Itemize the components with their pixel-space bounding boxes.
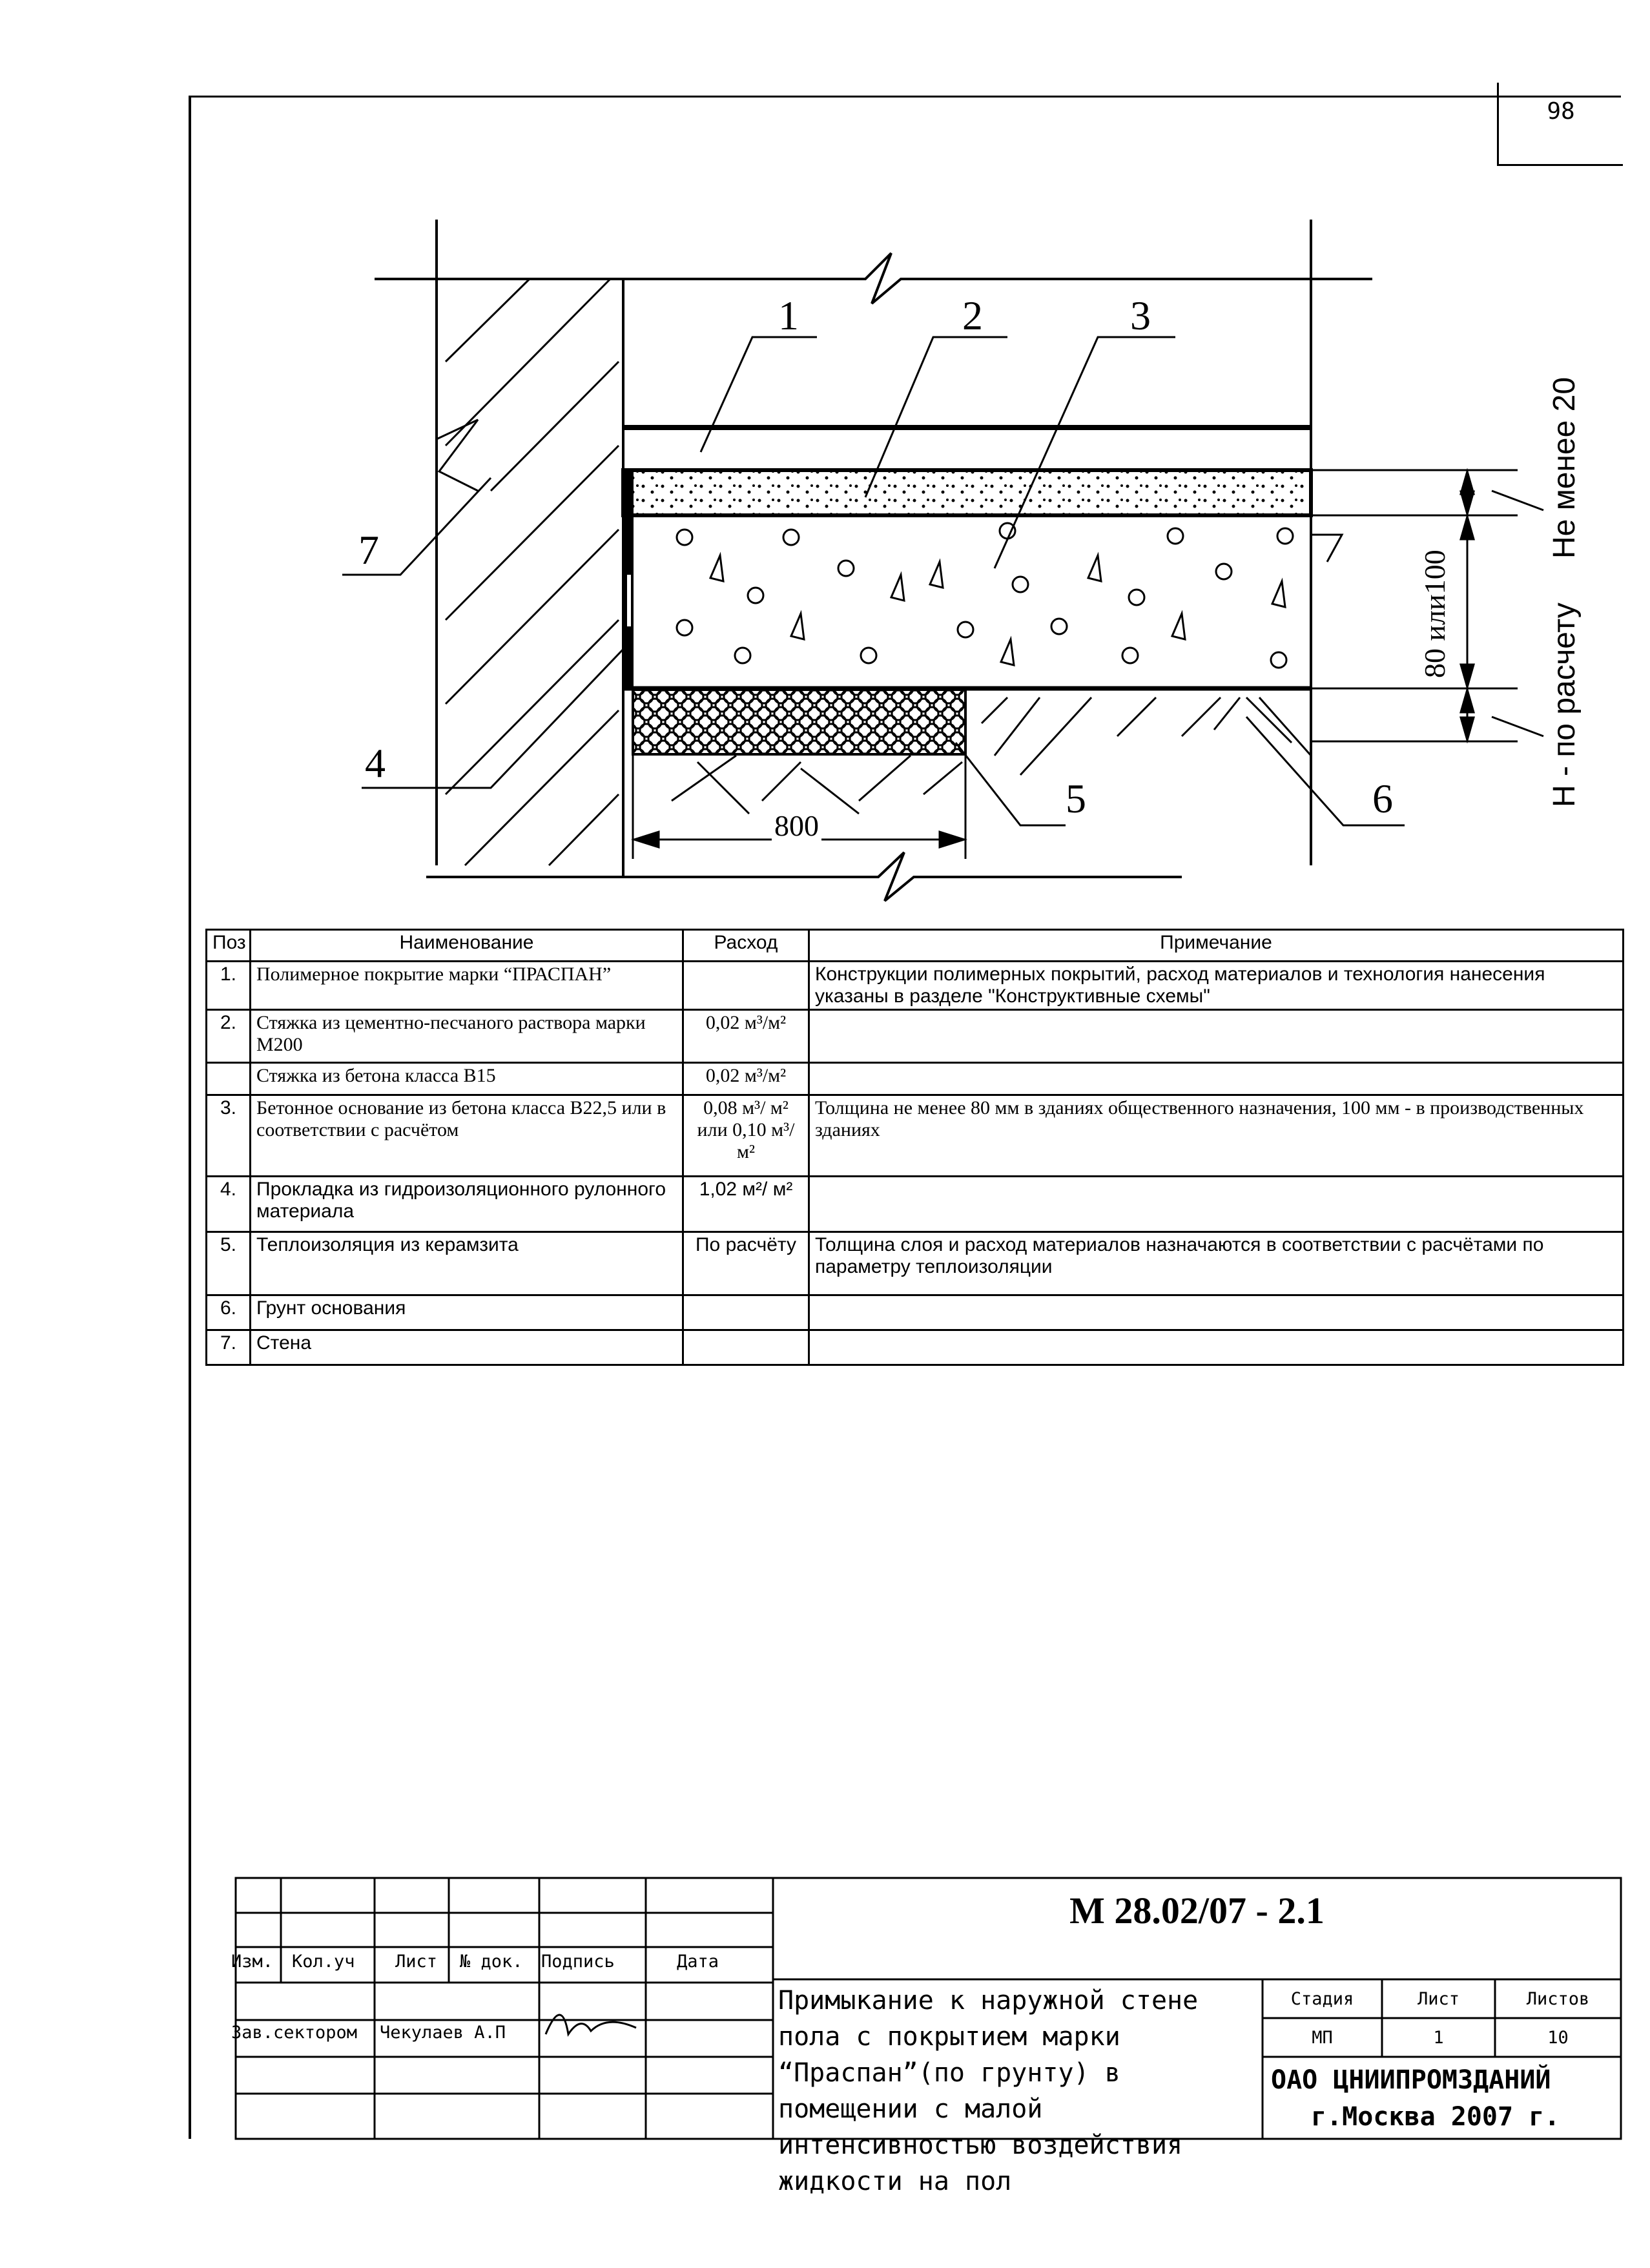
row-note: [809, 1330, 1624, 1365]
row-pos: 1.: [207, 962, 251, 1010]
table-row: [207, 1063, 1624, 1095]
row-name: Прокладка из гидроизоляционного рулонного материала: [251, 1177, 683, 1232]
row-rate: [683, 1295, 809, 1330]
table-row: [207, 1330, 1624, 1365]
specification-table: [205, 929, 1624, 1366]
floor-section-drawing: [0, 0, 1650, 930]
stage-label: Стадия: [1290, 1989, 1354, 2009]
row-pos: 4.: [207, 1177, 251, 1232]
dimension-800: 800: [772, 809, 821, 843]
row-name: Бетонное основание из бетона класса В22,5 или в соответствии с расчётом: [251, 1095, 683, 1177]
row-name: Стяжка из бетона класса В15: [251, 1063, 683, 1095]
row-pos: 3.: [207, 1095, 251, 1177]
col-pos: Поз: [207, 930, 251, 962]
dimension-80-or-100: 80 или100: [1418, 550, 1451, 678]
person-name: Чекулаев А.П: [380, 2023, 506, 2043]
table-row: [207, 962, 1624, 1010]
row-note: [809, 1295, 1624, 1330]
row-rate: 0,02 м³/м²: [683, 1010, 809, 1063]
callout-3: 3: [1130, 293, 1151, 338]
row-note: Толщина слоя и расход материалов назначаются в соответствии с расчётами по параметру теплоизоляции: [809, 1232, 1624, 1295]
table-row: [207, 1232, 1624, 1295]
row-note: [809, 1177, 1624, 1232]
table-header-row: [207, 930, 1624, 962]
dimension-h-by-calc: Н - по расчету: [1547, 603, 1582, 807]
col-note: Примечание: [809, 930, 1624, 962]
hdr-kolvo: Кол.уч: [292, 1952, 355, 1972]
row-name: Полимерное покрытие марки “ПРАСПАН”: [251, 962, 683, 1010]
table-row: [207, 1177, 1624, 1232]
row-name: Теплоизоляция из керамзита: [251, 1232, 683, 1295]
row-rate: 0,08 м³/ м² или 0,10 м³/ м²: [683, 1095, 809, 1177]
city-year: г.Москва 2007 г.: [1311, 2102, 1560, 2132]
callout-2: 2: [962, 293, 983, 338]
row-name: Грунт основания: [251, 1295, 683, 1330]
table-row: [207, 1010, 1624, 1063]
sheets-label: Листов: [1526, 1989, 1590, 2009]
row-note: [809, 1063, 1624, 1095]
hdr-ndok: № док.: [460, 1952, 523, 1972]
hdr-izm: Изм.: [231, 1952, 274, 1972]
role-label: Зав.сектором: [231, 2023, 358, 2043]
row-note: [809, 1010, 1624, 1063]
row-name: Стяжка из цементно-песчаного раствора марки М200: [251, 1010, 683, 1063]
row-name: Стена: [251, 1330, 683, 1365]
stage-value: МП: [1312, 2028, 1333, 2048]
sheet-label: Лист: [1417, 1989, 1460, 2009]
row-note: Толщина не менее 80 мм в зданиях общественного назначения, 100 мм - в производственных зданиях: [809, 1095, 1624, 1177]
row-pos: 6.: [207, 1295, 251, 1330]
callout-1: 1: [778, 293, 799, 338]
row-pos: 5.: [207, 1232, 251, 1295]
sheet-value: 1: [1433, 2028, 1444, 2048]
row-rate: По расчёту: [683, 1232, 809, 1295]
page-number: 98: [1547, 98, 1575, 125]
hdr-podpis: Подпись: [541, 1952, 615, 1972]
col-name: Наименование: [251, 930, 683, 962]
callout-4: 4: [365, 740, 386, 786]
row-pos: 7.: [207, 1330, 251, 1365]
row-pos: [207, 1063, 251, 1095]
row-rate: 1,02 м²/ м²: [683, 1177, 809, 1232]
row-pos: 2.: [207, 1010, 251, 1063]
callout-7: 7: [358, 527, 379, 573]
callout-5: 5: [1066, 776, 1086, 821]
col-rate: Расход: [683, 930, 809, 962]
document-code: М 28.02/07 - 2.1: [1069, 1890, 1325, 1932]
organization: ОАО ЦНИИПРОМЗДАНИЙ: [1271, 2065, 1551, 2095]
sheets-value: 10: [1547, 2028, 1569, 2048]
hdr-data: Дата: [677, 1952, 719, 1972]
row-note: Конструкции полимерных покрытий, расход материалов и технология нанесения указаны в разделе "Конструктивные схемы": [809, 962, 1624, 1010]
row-rate: [683, 962, 809, 1010]
row-rate: [683, 1330, 809, 1365]
table-row: [207, 1095, 1624, 1177]
drawing-title: Примыкание к наружной стене пола с покрытием марки “Праспан”(по грунту) в помещении с малой интенсивностью воздействия жидкости на пол: [778, 1986, 1199, 2196]
row-rate: 0,02 м³/м²: [683, 1063, 809, 1095]
hdr-list: Лист: [395, 1952, 438, 1972]
dimension-min-20: Не менее 20: [1547, 376, 1582, 559]
table-row: [207, 1295, 1624, 1330]
callout-6: 6: [1372, 776, 1393, 821]
